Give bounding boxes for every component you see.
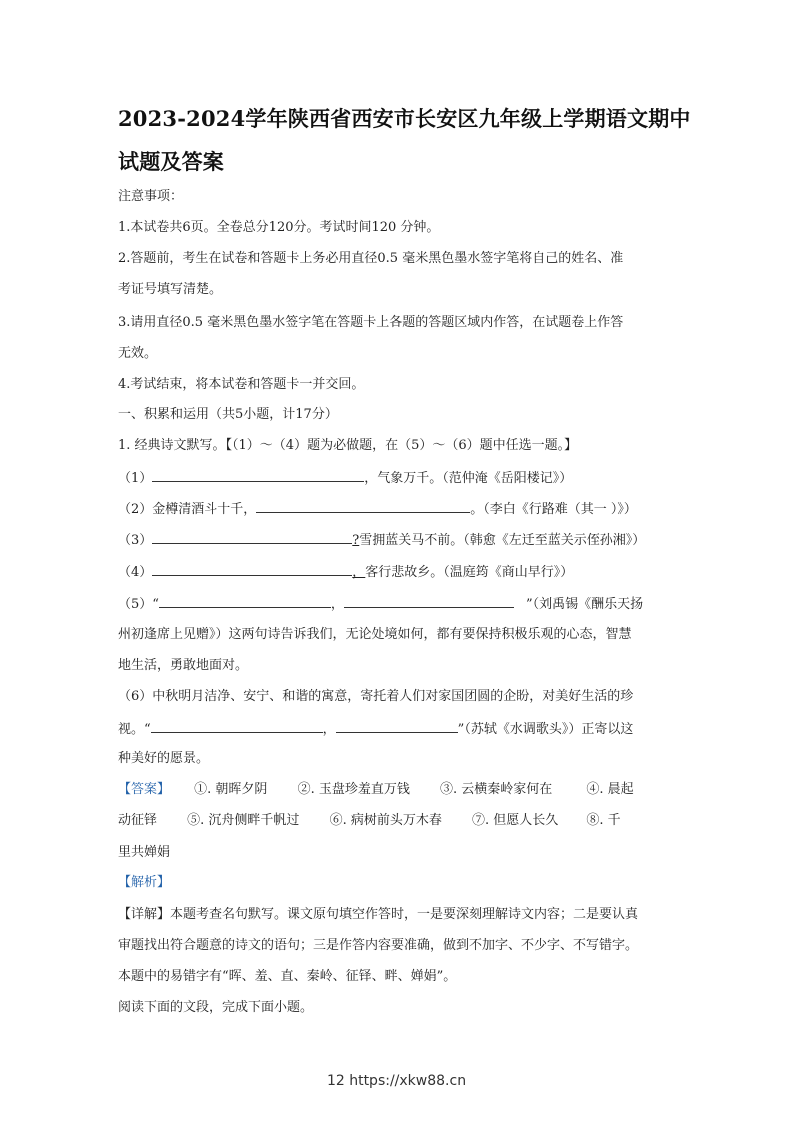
notice-item: 3.请用直径0.5 毫米黑色墨水签字笔在答题卡上各题的答题区域内作答，在试题卷上作答 [118, 315, 624, 330]
question-1-part-5 [118, 594, 643, 614]
answer-item: ⑧. 千 [586, 813, 621, 828]
document-title-line-2: 试题及答案 [118, 149, 224, 174]
part-tail: 雪拥蓝关马不前。（韩愈《左迁至蓝关示侄孙湘》） [359, 533, 646, 548]
answer-blank [152, 562, 352, 576]
part-head: 视。“ [118, 722, 151, 737]
part-separator: ， [322, 722, 336, 737]
page-footer: 12 https://xkw88.cn [326, 1073, 467, 1089]
question-1-part-6: （6）中秋明月洁净、安宁、和谐的寓意，寄托着人们对家国团圆的企盼，对美好生活的珍 [118, 689, 634, 704]
answer-item: ⑦. 但愿人长久 [471, 813, 559, 828]
answer-item: ⑤. 沉舟侧畔千帆过 [187, 813, 300, 828]
answer-item: ②. 玉盘珍羞直万钱 [297, 782, 410, 797]
part-head: （5）“ [118, 597, 159, 612]
answer-label: 【答案】 [118, 782, 171, 797]
answer-blank [151, 719, 323, 733]
answer-blank [344, 594, 514, 608]
answer-line-1 [118, 781, 634, 799]
answer-blank [336, 719, 458, 733]
analysis-line: 审题找出符合题意的诗文的语句；三是作答内容要准确，做到不加字、不少字、不写错字。 [118, 938, 639, 953]
analysis-line: 阅读下面的文段，完成下面小题。 [118, 1000, 314, 1015]
notice-heading: 注意事项： [118, 189, 184, 204]
analysis-line: 【详解】本题考查名句默写。课文原句填空作答时，一是要深刻理解诗文内容；二是要认真 [118, 907, 639, 922]
question-1-part-3 [118, 530, 645, 550]
notice-item: 2.答题前，考生在试卷和答题卡上务必用直径0.5 毫米黑色墨水签字笔将自己的姓名、准 [118, 251, 624, 266]
blank-mark: ， [352, 565, 366, 580]
answer-item: 动征铎 [118, 813, 158, 828]
question-1-part-1 [118, 468, 572, 488]
part-tail: 。（李白《行路难（其一 ）》） [470, 502, 637, 517]
question-1-part-6-cont [118, 719, 633, 739]
section-heading: 一、积累和运用（共5小题，计17分） [118, 407, 338, 422]
answer-item: ③. 云横秦岭家何在 [439, 782, 553, 797]
question-1-part-2 [118, 499, 637, 519]
part-number: （3） [118, 533, 153, 548]
question-1-part-5-cont: 州初逢席上见赠》）这两句诗告诉我们，无论处境如何，都有要保持积极乐观的心态，智慧 [118, 627, 632, 642]
part-number: （4） [118, 565, 153, 580]
notice-item: 1.本试卷共6页。全卷总分120分。考试时间120 分钟。 [118, 220, 440, 235]
part-tail: 客行悲故乡。（温庭筠《商山早行》） [365, 565, 574, 580]
blank-mark: ? [352, 533, 360, 548]
question-1-part-4 [118, 562, 573, 582]
part-number: （1） [118, 471, 153, 486]
notice-item: 无效。 [118, 346, 158, 361]
answer-item: ①. 朝晖夕阴 [194, 782, 268, 797]
part-head: （2）金樽清酒斗十千， [118, 502, 257, 517]
part-tail: ”（苏轼《水调歌头》）正寄以这 [457, 722, 634, 737]
answer-blank [152, 468, 364, 482]
question-1-part-5-cont: 地生活，勇敢地面对。 [118, 658, 249, 673]
part-separator: ， [330, 597, 344, 612]
answer-line-3: 里共婵娟 [118, 845, 171, 860]
answer-item: ⑥. 病树前头万木春 [329, 813, 442, 828]
answer-line-2 [118, 812, 621, 830]
answer-blank [159, 594, 331, 608]
answer-item: ④. 晨起 [586, 782, 634, 797]
answer-blank [152, 530, 352, 544]
analysis-line: 本题中的易错字有“晖、羞、直、秦岭、征铎、畔、婵娟”。 [118, 969, 457, 984]
document-title-line-1: 2023-2024学年陕西省西安市长安区九年级上学期语文期中 [118, 106, 691, 131]
analysis-label: 【解析】 [118, 875, 171, 890]
question-1-stem: 1. 经典诗文默写。【（1）～（4）题为必做题，在（5）～（6）题中任选一题。】 [118, 438, 578, 453]
part-tail: ”（刘禹锡《酬乐天扬 [525, 597, 644, 612]
notice-item: 考证号填写清楚。 [118, 282, 223, 297]
question-1-part-6-cont: 种美好的愿景。 [118, 751, 210, 766]
part-tail: ，气象万千。（范仲淹《岳阳楼记》） [364, 471, 573, 486]
notice-item: 4.考试结束，将本试卷和答题卡一并交回。 [118, 377, 365, 392]
answer-blank [256, 499, 470, 513]
